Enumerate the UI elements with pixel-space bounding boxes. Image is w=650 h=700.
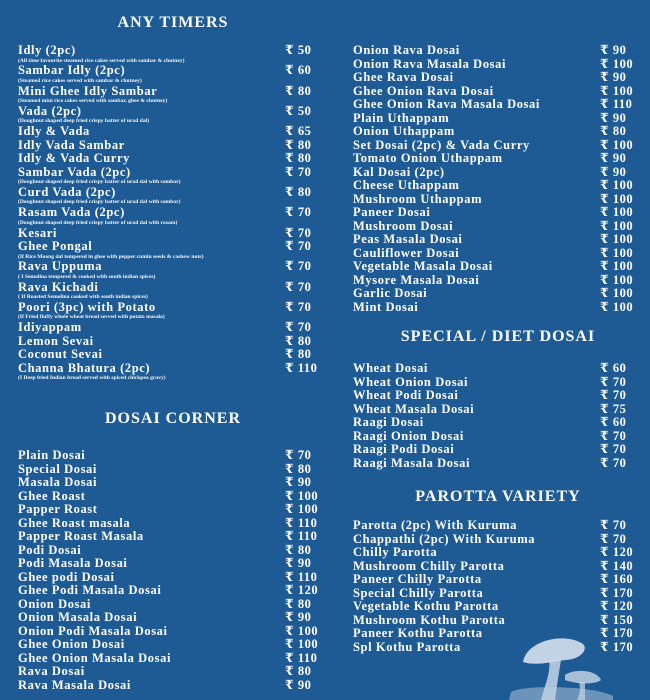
menu-item-name: Mushroom Chilly Parotta xyxy=(353,558,505,573)
menu-item-name: Special Chilly Parotta xyxy=(353,585,484,600)
menu-item-name: Papper Roast xyxy=(18,502,98,516)
menu-item xyxy=(18,281,318,301)
menu-item xyxy=(18,152,318,166)
menu-item-name: Coconut Sevai xyxy=(18,347,103,362)
menu-item-price: ₹ 60 xyxy=(285,63,312,78)
section-special-diet-dosai xyxy=(353,328,635,478)
menu-item-price: ₹ 100 xyxy=(600,56,634,71)
menu-item xyxy=(353,533,635,547)
menu-item-description: (All time favourite steamed rice cakes served with sambar & chutney) xyxy=(18,57,185,64)
menu-item xyxy=(353,443,635,457)
menu-item-name: Ghee Onion Rava Dosai xyxy=(353,83,494,98)
menu-item xyxy=(353,139,635,153)
menu-item xyxy=(353,416,635,430)
menu-item-name: Paneer Dosai xyxy=(353,205,431,219)
menu-item-name: Vegetable Kothu Parotta xyxy=(353,599,499,613)
menu-item-price: ₹ 100 xyxy=(600,137,634,152)
menu-item-name: Rava Dosai xyxy=(18,664,85,678)
menu-item-name: Curd Vada (2pc) xyxy=(18,184,116,199)
menu-item-name: Wheat Dosai xyxy=(353,361,429,375)
menu-item-price: ₹ 100 xyxy=(285,488,319,503)
menu-item xyxy=(18,652,318,666)
menu-item-price: ₹ 80 xyxy=(600,124,627,138)
menu-item-name: Mint Dosai xyxy=(353,299,419,314)
menu-item-name: Onion Masala Dosai xyxy=(18,610,138,624)
menu-item-name: Kesari xyxy=(18,225,58,240)
menu-item-price: ₹ 100 xyxy=(285,637,319,651)
menu-item-name: Sambar Vada (2pc) xyxy=(18,164,131,179)
menu-item-name: Vegetable Masala Dosai xyxy=(353,259,493,273)
menu-item xyxy=(18,679,318,693)
menu-item-price: ₹ 70 xyxy=(285,448,312,462)
menu-item-name: Ghee Onion Rava Masala Dosai xyxy=(353,97,540,111)
menu-item-price: ₹ 150 xyxy=(600,612,634,627)
menu-item xyxy=(353,301,635,315)
section-title: DOSAI CORNER xyxy=(104,410,241,427)
menu-item-name: Onion Rava Masala Dosai xyxy=(353,56,507,71)
menu-item-name: Rava Kichadi xyxy=(18,279,99,294)
menu-item xyxy=(353,206,635,220)
menu-item-name: Mini Ghee Idly Sambar xyxy=(18,83,158,98)
menu-item-name: Ghee Onion Masala Dosai xyxy=(18,650,172,665)
menu-item-price: ₹ 100 xyxy=(285,623,319,638)
menu-item-name: Cheese Uthappam xyxy=(353,178,460,192)
menu-item-price: ₹ 70 xyxy=(285,259,312,274)
menu-item xyxy=(18,206,318,226)
menu-item-price: ₹ 100 xyxy=(600,272,634,287)
menu-item-name: Wheat Masala Dosai xyxy=(353,401,475,416)
menu-item-name: Onion Rava Dosai xyxy=(353,43,460,57)
menu-item xyxy=(18,125,318,139)
menu-item-price: ₹ 120 xyxy=(285,583,319,597)
menu-item xyxy=(353,403,635,417)
menu-item-name: Peas Masala Dosai xyxy=(353,232,463,246)
menu-item-price: ₹ 100 xyxy=(600,205,634,219)
menu-item-price: ₹ 50 xyxy=(285,103,312,118)
menu-item xyxy=(353,71,635,85)
menu-item xyxy=(353,58,635,72)
menu-item xyxy=(353,376,635,390)
menu-item xyxy=(18,139,318,153)
menu-item-price: ₹ 90 xyxy=(600,151,627,165)
menu-item xyxy=(18,665,318,679)
menu-item-name: Lemon Sevai xyxy=(18,333,94,348)
section-any-timers xyxy=(18,14,318,394)
menu-item-description: ( I Semolina tempered & cooked with south indian spices) xyxy=(18,273,156,280)
menu-item-name: Wheat Podi Dosai xyxy=(353,388,459,402)
menu-item-name: Rasam Vada (2pc) xyxy=(18,205,125,220)
menu-item xyxy=(353,587,635,601)
menu-item-price: ₹ 70 xyxy=(285,239,312,254)
menu-item xyxy=(18,301,318,321)
menu-item xyxy=(353,85,635,99)
menu-item-price: ₹ 90 xyxy=(600,110,627,125)
menu-item xyxy=(18,611,318,625)
menu-item xyxy=(353,274,635,288)
menu-item-description: (Doughnut shaped deep fried crispy batter of urad dal with rasam) xyxy=(18,219,178,226)
menu-item-name: Onion Podi Masala Dosai xyxy=(18,623,168,638)
menu-item-price: ₹ 170 xyxy=(600,639,634,654)
menu-item xyxy=(353,546,635,560)
menu-item xyxy=(18,584,318,598)
menu-item-name: Chappathi (2pc) With Kuruma xyxy=(353,531,536,546)
menu-item-name: Plain Uthappam xyxy=(353,110,450,125)
section-dosai-continued xyxy=(353,44,635,324)
menu-item-price: ₹ 110 xyxy=(285,650,318,665)
menu-item xyxy=(18,227,318,241)
menu-item-name: Raagi Dosai xyxy=(353,415,424,429)
menu-list xyxy=(353,362,635,470)
menu-item xyxy=(18,530,318,544)
menu-item-name: Ghee Onion Dosai xyxy=(18,637,125,651)
menu-item xyxy=(18,348,318,362)
menu-item-price: ₹ 70 xyxy=(600,531,627,546)
menu-item-price: ₹ 70 xyxy=(285,320,312,335)
menu-item xyxy=(18,85,318,105)
menu-item-price: ₹ 100 xyxy=(600,259,634,273)
menu-item-price: ₹ 120 xyxy=(600,545,634,559)
section-dosai-corner xyxy=(18,410,318,700)
menu-item-name: Plain Dosai xyxy=(18,448,86,462)
menu-item xyxy=(353,179,635,193)
menu-item-price: ₹ 80 xyxy=(285,596,312,611)
menu-item-name: Idly (2pc) xyxy=(18,43,76,57)
menu-item-price: ₹ 70 xyxy=(600,518,627,532)
menu-item-name: Ghee Roast masala xyxy=(18,515,131,530)
menu-item-price: ₹ 70 xyxy=(600,455,627,470)
menu-item-name: Idly Vada Sambar xyxy=(18,137,125,152)
menu-list xyxy=(18,449,318,692)
menu-item-name: Vada (2pc) xyxy=(18,103,82,118)
menu-item-price: ₹ 100 xyxy=(285,502,319,516)
menu-item-name: Mushroom Kothu Parotta xyxy=(353,612,506,627)
menu-item-price: ₹ 110 xyxy=(285,515,318,530)
menu-item-price: ₹ 60 xyxy=(600,415,627,429)
menu-item-name: Special Dosai xyxy=(18,461,97,476)
menu-item-name: Idiyappam xyxy=(18,320,82,335)
menu-item-name: Idly & Vada Curry xyxy=(18,151,130,166)
menu-item-name: Rava Masala Dosai xyxy=(18,677,131,692)
menu-item-description: (I Deep fried Indian bread served with spiced chickpea gravy) xyxy=(18,375,166,382)
menu-item-price: ₹ 90 xyxy=(285,677,312,692)
menu-item-price: ₹ 100 xyxy=(600,245,634,260)
menu-item-name: Chilly Parotta xyxy=(353,545,438,559)
menu-item-name: Wheat Onion Dosai xyxy=(353,374,469,389)
menu-item-name: Masala Dosai xyxy=(18,475,98,489)
menu-item xyxy=(353,519,635,533)
menu-item-price: ₹ 70 xyxy=(600,428,627,443)
menu-item xyxy=(353,193,635,207)
menu-item xyxy=(353,362,635,376)
menu-item-description: (If Fried fluffy whole wheat bread served with potato masala) xyxy=(18,314,165,321)
menu-item xyxy=(18,598,318,612)
menu-item-description: ( If Roasted Semolina cooked with south indian spices) xyxy=(18,294,148,301)
menu-item-name: Raagi Onion Dosai xyxy=(353,428,464,443)
menu-item xyxy=(353,389,635,403)
menu-item xyxy=(18,240,318,260)
menu-item-price: ₹ 170 xyxy=(600,585,634,600)
menu-item-price: ₹ 70 xyxy=(285,164,312,179)
menu-item xyxy=(18,105,318,125)
menu-item-name: Idly & Vada xyxy=(18,124,90,139)
menu-item-price: ₹ 80 xyxy=(285,664,312,678)
menu-item-price: ₹ 90 xyxy=(600,43,627,57)
menu-item-price: ₹ 110 xyxy=(285,360,318,375)
menu-item-price: ₹ 90 xyxy=(285,475,312,489)
menu-item-price: ₹ 100 xyxy=(600,191,634,206)
menu-item-price: ₹ 80 xyxy=(285,83,312,98)
menu-item-name: Garlic Dosai xyxy=(353,286,428,300)
menu-item-price: ₹ 70 xyxy=(285,299,312,314)
menu-item-name: Ghee Pongal xyxy=(18,239,93,254)
menu-item-name: Sambar Idly (2pc) xyxy=(18,63,126,78)
menu-item xyxy=(18,463,318,477)
menu-item-name: Paneer Chilly Parotta xyxy=(353,572,482,586)
menu-item xyxy=(353,152,635,166)
menu-item-name: Rava Uppuma xyxy=(18,259,103,274)
menu-item-price: ₹ 120 xyxy=(600,599,634,613)
menu-item-price: ₹ 80 xyxy=(285,137,312,152)
menu-item xyxy=(18,449,318,463)
menu-item-name: Paneer Kothu Parotta xyxy=(353,626,483,640)
menu-item-price: ₹ 70 xyxy=(285,225,312,240)
menu-item xyxy=(353,260,635,274)
section-title: SPECIAL / DIET DOSAI xyxy=(400,328,596,345)
menu-item xyxy=(18,321,318,335)
menu-item-name: Podi Masala Dosai xyxy=(18,556,128,570)
menu-item-price: ₹ 75 xyxy=(600,401,627,416)
menu-item xyxy=(353,430,635,444)
menu-item xyxy=(18,44,318,64)
menu-item-price: ₹ 80 xyxy=(285,151,312,166)
menu-item-name: Parotta (2pc) With Kuruma xyxy=(353,518,517,532)
menu-item-name: Mushroom Uthappam xyxy=(353,191,483,206)
menu-item xyxy=(353,287,635,301)
menu-list xyxy=(18,44,318,382)
menu-item-name: Ghee Podi Masala Dosai xyxy=(18,583,162,597)
menu-item-price: ₹ 110 xyxy=(600,97,633,111)
menu-item-price: ₹ 90 xyxy=(285,610,312,624)
menu-item xyxy=(18,362,318,382)
menu-item xyxy=(18,476,318,490)
menu-item xyxy=(353,98,635,112)
menu-item xyxy=(18,260,318,280)
menu-item-price: ₹ 100 xyxy=(600,218,634,233)
menu-item-name: Ghee Rava Dosai xyxy=(353,70,454,84)
menu-item-price: ₹ 80 xyxy=(285,333,312,348)
menu-item-name: Tomato Onion Uthappam xyxy=(353,151,503,165)
menu-item xyxy=(18,503,318,517)
menu-item-price: ₹ 100 xyxy=(600,299,634,314)
menu-item-name: Ghee podi Dosai xyxy=(18,569,115,584)
menu-item-name: Podi Dosai xyxy=(18,542,82,557)
menu-item xyxy=(353,220,635,234)
menu-item-name: Cauliflower Dosai xyxy=(353,245,460,260)
menu-item xyxy=(353,112,635,126)
menu-item xyxy=(353,233,635,247)
menu-item xyxy=(353,166,635,180)
menu-item-description: (Doughnut shaped deep fried crispy batter of urad dal with sambar) xyxy=(18,199,181,206)
section-title: PAROTTA VARIETY xyxy=(415,488,581,505)
menu-item xyxy=(353,573,635,587)
mushroom-illustration-icon xyxy=(505,630,615,700)
menu-item-price: ₹ 90 xyxy=(285,556,312,570)
menu-item-price: ₹ 100 xyxy=(600,178,634,192)
menu-item xyxy=(18,64,318,84)
menu-item-name: Raagi Podi Dosai xyxy=(353,442,455,456)
menu-item xyxy=(353,247,635,261)
menu-item xyxy=(18,625,318,639)
menu-item xyxy=(18,557,318,571)
menu-item-name: Onion Dosai xyxy=(18,596,91,611)
menu-item xyxy=(353,614,635,628)
menu-item-name: Raagi Masala Dosai xyxy=(353,455,471,470)
section-title: ANY TIMERS xyxy=(117,14,229,31)
menu-item-price: ₹ 60 xyxy=(600,361,627,375)
menu-item xyxy=(353,457,635,471)
menu-item-price: ₹ 70 xyxy=(600,374,627,389)
menu-item xyxy=(353,560,635,574)
menu-item xyxy=(18,166,318,186)
menu-item-name: Papper Roast Masala xyxy=(18,529,144,543)
menu-item xyxy=(18,186,318,206)
menu-item-name: Onion Uthappam xyxy=(353,124,455,138)
menu-item-price: ₹ 70 xyxy=(600,442,627,456)
menu-item xyxy=(18,517,318,531)
menu-item-name: Kal Dosai (2pc) xyxy=(353,164,445,179)
menu-item-name: Ghee Roast xyxy=(18,488,86,503)
menu-item-description: (Steamed mini rice cakes served with sambar, ghee & chutney) xyxy=(18,98,168,105)
menu-item-price: ₹ 100 xyxy=(600,83,634,98)
menu-item-price: ₹ 100 xyxy=(600,232,634,246)
menu-item-price: ₹ 70 xyxy=(285,279,312,294)
menu-item-name: Spl Kothu Parotta xyxy=(353,639,461,654)
menu-item-name: Poori (3pc) with Potato xyxy=(18,299,156,314)
menu-item-price: ₹ 110 xyxy=(285,569,318,584)
menu-item xyxy=(353,125,635,139)
menu-item-name: Set Dosai (2pc) & Vada Curry xyxy=(353,137,530,152)
menu-item-price: ₹ 160 xyxy=(600,572,634,586)
menu-item-price: ₹ 100 xyxy=(600,286,634,300)
menu-item-description: (Doughnut shaped deep fried crispy batter of urad dal with sambar) xyxy=(18,179,181,186)
menu-item xyxy=(18,571,318,585)
menu-item xyxy=(18,335,318,349)
menu-item xyxy=(353,600,635,614)
menu-item-name: Channa Bhatura (2pc) xyxy=(18,360,151,375)
menu-item-price: ₹ 170 xyxy=(600,626,634,640)
menu-item-price: ₹ 90 xyxy=(600,164,627,179)
menu-item-price: ₹ 80 xyxy=(285,461,312,476)
menu-list xyxy=(353,44,635,314)
menu-item-name: Mysore Masala Dosai xyxy=(353,272,480,287)
menu-item-description: (Steamed rice cakes served with sambar & chutney) xyxy=(18,77,142,84)
menu-item-price: ₹ 80 xyxy=(285,347,312,362)
menu-item xyxy=(353,44,635,58)
menu-item-price: ₹ 70 xyxy=(285,205,312,220)
menu-item-price: ₹ 50 xyxy=(285,43,312,57)
menu-item-description: (Doughnut shaped deep fried crispy batter of urad dal) xyxy=(18,118,150,125)
menu-item-price: ₹ 70 xyxy=(600,388,627,402)
menu-item-price: ₹ 80 xyxy=(285,542,312,557)
menu-item-price: ₹ 140 xyxy=(600,558,634,573)
menu-item-price: ₹ 65 xyxy=(285,124,312,139)
menu-item-price: ₹ 90 xyxy=(600,70,627,84)
menu-item xyxy=(18,638,318,652)
menu-item-price: ₹ 110 xyxy=(285,529,318,543)
menu-item-name: Mushroom Dosai xyxy=(353,218,454,233)
menu-item xyxy=(18,490,318,504)
menu-item-description: (If Rice Moong dal tempered in ghee with pepper cumin seeds & cashew nuts) xyxy=(18,253,204,260)
menu-item-price: ₹ 80 xyxy=(285,184,312,199)
menu-item xyxy=(18,544,318,558)
